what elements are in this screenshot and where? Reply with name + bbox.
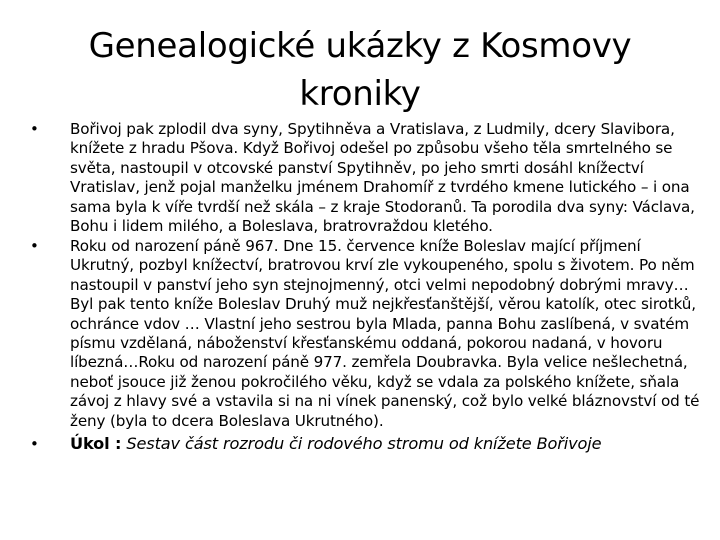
task-item	[30, 433, 708, 455]
task-text-line	[70, 433, 708, 455]
bullet-icon: •	[30, 236, 39, 255]
bullet-text: Bořivoj pak zplodil dva syny, Spytihněva a Vratislava, z Ludmily, dcery Slavibora, knížete z hradu Pšova. Když Bořivoj odešel po způsobu všeho těla smrtelného se světa, nastoupil v otcovské panství Spytihněv, po jeho smrti dosáhl knížectví Vratislav, jenž pojal manželku jménem Drahomíř z tvrdého kmene lutického – i ona sama byla k víře tvrdší než skála – z kraje Stodoranů. Ta porodila dva syny: Václava, Bohu i lidem milého, a Boleslava, bratrovraždou kletého.	[70, 120, 695, 236]
task-instruction: Sestav část rozrodu či rodového stromu od knížete Bořivoje	[126, 434, 602, 453]
task-label: Úkol :	[70, 434, 122, 453]
bullet-icon: •	[30, 435, 39, 453]
bullet-icon: •	[30, 120, 39, 138]
bullet-list	[30, 120, 708, 456]
list-item	[30, 120, 708, 236]
slide-title: Genealogické ukázky z Kosmovy kroniky	[88, 26, 632, 114]
list-item	[30, 237, 708, 431]
bullet-text: Roku od narození páně 967. Dne 15. července kníže Boleslav mající příjmení Ukrutný, pozbyl knížectví, bratrovou krví zle vykoupeného, spolu s životem. Po něm nastoupil v panství jeho syn stejnojmenný, otci velmi nepodobný dobrými mravy… Byl pak tento kníže Boleslav Druhý muž nejkřesťanštější, věrou katolík, otec sirotků, ochránce vdov … Vlastní jeho sestrou byla Mlada, panna Bohu zaslíbená, v svatém písmu vzdělaná, náboženství křesťanskému oddaná, pokorou nadaná, v hovoru líbezná…Roku od narození páně 977. zemřela Doubravka. Byla velice nešlechetná, neboť jsouce již ženou pokročilého věku, když se vdala za polského knížete, sňala závoj z hlavy své a vstavila si na ni vínek panenský, což bylo velké bláznovství od té ženy (byla to dcera Boleslava Ukrutného).	[70, 236, 700, 430]
